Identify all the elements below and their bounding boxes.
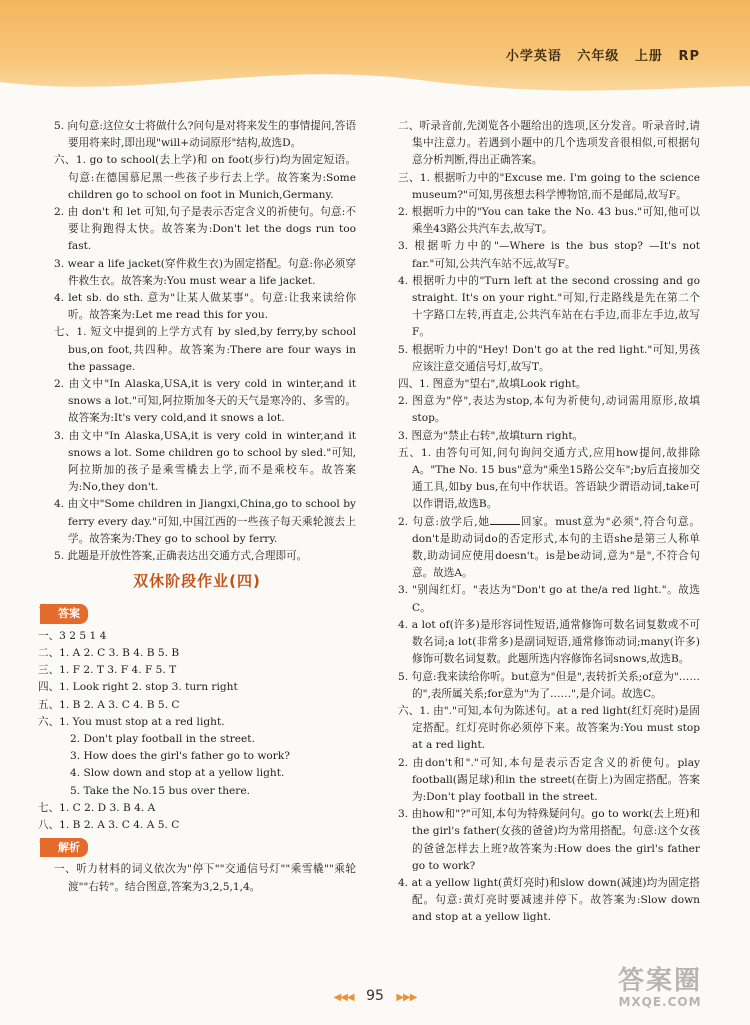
- analysis-item: 七、1. 短文中提到的上学方式有 by sled,by ferry,by school bus,on foot,共四种。故答案为:There are four ways in the passage.: [54, 326, 356, 373]
- answer-blank: [490, 514, 520, 525]
- analysis-item: 4. 根据听力中的"Turn left at the second crossing and go straight. It's on your right."可知,行走路线是先在第二个十字路口左转,再直走,公共汽车站在右手边,而非左手边,故写F。: [398, 274, 700, 339]
- answer-line: 三、1. F 2. T 3. F 4. F 5. T: [38, 664, 177, 677]
- answer-line: 八、1. B 2. A 3. C 4. A 5. C: [38, 818, 180, 831]
- star-icon: ★: [38, 600, 52, 619]
- page-number: 95: [366, 988, 384, 1004]
- page-header: [496, 45, 700, 64]
- watermark-logo: [600, 967, 720, 1015]
- right-arrows-icon: ▶▶▶: [396, 992, 417, 1003]
- analysis-tag-label: 解析: [58, 841, 80, 855]
- header-subject: 小学英语: [505, 49, 562, 64]
- analysis-item: 三、1. 根据听力中的"Excuse me. I'm going to the science museum?"可知,男孩想去科学博物馆,而不是邮局,故写F。: [398, 171, 700, 201]
- section-title: 双休阶段作业(四): [133, 572, 261, 591]
- answer-line: 2. Don't play football in the street.: [70, 732, 255, 745]
- answer-line: 六、1. You must stop at a red light.: [38, 715, 225, 728]
- star-icon: ★: [38, 834, 52, 853]
- analysis-tag: [38, 834, 88, 857]
- analysis-item: 二、听录音前,先浏览各小题给出的选项,区分发音。听录音时,请集中注意力。若遇到小题中的几个选项发音很相似,可根据句意分析判断,得出正确答案。: [398, 120, 700, 167]
- analysis-item: 4. 由文中"Some children in Jiangxi,China,go to school by ferry every day."可知,中国江西的一些孩子每天乘轮渡去上学。故答案为:They go to school by ferry.: [54, 498, 356, 545]
- answer-line: 四、1. Look right 2. stop 3. turn right: [38, 681, 238, 694]
- analysis-item: 2. 图意为"停",表达为stop,本句为祈使句,动词需用原形,故填stop。: [398, 395, 700, 425]
- analysis-text: 回家。must意为"必须",符合句意。don't是助动词do的否定形式,本句的主语she是第三人称单数,助动词应使用doesn't。is是be动词,意为"是",不符合句意。故选A。: [412, 515, 700, 580]
- analysis-item: 2. 由 don't 和 let 可知,句子是表示否定含义的祈使句。句意:不要让狗跑得太快。故答案为:Don't let the dogs run too fast.: [54, 206, 356, 253]
- analysis-item: [382, 514, 700, 583]
- answer-line: 五、1. B 2. A 3. C 4. B 5. C: [38, 698, 180, 711]
- analysis-item: 3. wear a life jacket(穿件救生衣)为固定搭配。句意:你必须穿件救生衣。故答案为:You must wear a life jacket.: [54, 257, 356, 287]
- analysis-text: 2. 句意:放学后,她: [398, 515, 490, 528]
- analysis-item: 3. 由how和"?"可知,本句为特殊疑问句。go to work(去上班)和the girl's father(女孩的爸爸)均为常用搭配。句意:这个女孩的爸爸怎样去上班?故答案为:How does the girl's father go to work?: [398, 808, 700, 872]
- analysis-item: 4. let sb. do sth. 意为"让某人做某事"。句意:让我来读给你听。故答案为:Let me read this for you.: [54, 292, 356, 322]
- answer-line: 5. Take the No.15 bus over there.: [70, 784, 251, 797]
- analysis-item: 3. 根据听力中的"—Where is the bus stop? —It's not far."可知,公共汽车站不远,故写F。: [398, 240, 700, 270]
- answer-line: 七、1. C 2. D 3. B 4. A: [38, 801, 156, 814]
- analysis-item: 4. a lot of(许多)是形容词性短语,通常修饰可数名词复数或不可数名词;a lot(非常多)是副词短语,通常修饰动词;many(许多)修饰可数名词复数。此题所选内容修饰名词snows,故选B。: [398, 618, 700, 666]
- watermark-top: 答案圈: [617, 966, 702, 996]
- analysis-item: 3. 图意为"禁止右转",故填turn right。: [398, 429, 584, 442]
- analysis-item: 3. 由文中"In Alaska,USA,it is very cold in winter,and it snows a lot. Some children go to school by sled."可知,阿拉斯加的孩子是乘雪橇去上学,而不是乘校车。故答案为:No,they don't.: [54, 429, 356, 494]
- analysis-item: 5. 向句意:这位女士将做什么?问句是对将来发生的事情提问,答语要用将来时,即出现"will+动词原形"结构,故选D。: [54, 120, 356, 150]
- analysis-item: 2. 由don't和"."可知,本句是表示否定含义的祈使句。play football(踢足球)和in the street(在街上)为固定搭配。答案为:Don't play football in the street.: [398, 756, 700, 803]
- analysis-item: 5. 此题是开放性答案,正确表达出交通方式,合理即可。: [54, 550, 308, 563]
- analysis-item: 五、1. 由答句可知,问句询问交通方式,应用how提问,故排除A。"The No. 15 bus"意为"乘坐15路公交车";by后直接加交通工具,如by bus,在句中作状语。答语缺少谓语动词,take可以作谓语,故选B。: [398, 446, 700, 511]
- analysis-item: 5. 句意:我来读给你听。but意为"但是",表转折关系;of意为"……的",表所属关系;for意为"为了……",是介词。故选C。: [398, 670, 700, 700]
- analysis-item: 六、1. 由"."可知,本句为陈述句。at a red light(红灯亮时)是固定搭配。红灯亮时你必须停下来。故答案为:You must stop at a red light.: [398, 704, 700, 752]
- answers-tag: [38, 600, 88, 623]
- left-column: [38, 118, 356, 896]
- answer-line: 4. Slow down and stop at a yellow light.: [70, 767, 285, 780]
- analysis-item: 5. 根据听力中的"Hey! Don't go at the red light."可知,男孩应该注意交通信号灯,故写T。: [398, 343, 700, 373]
- analysis-item: 2. 根据听力中的"You can take the No. 43 bus."可知,他可以乘坐43路公共汽车去,故写T。: [398, 206, 700, 236]
- analysis-item: 一、听力材料的词义依次为"停下""交通信号灯""乘雪橇""乘轮渡""右转"。结合图意,答案为3,2,5,1,4。: [54, 863, 356, 893]
- header-grade: 六年级: [577, 49, 620, 64]
- analysis-item: 4. at a yellow light(黄灯亮时)和slow down(减速)均为固定搭配。句意:黄灯亮时要减速并停下。故答案为:Slow down and stop at a yellow light.: [398, 876, 700, 924]
- right-column: [382, 118, 700, 927]
- answer-line: 二、1. A 2. C 3. B 4. B 5. B: [38, 646, 180, 659]
- answer-line: 3. How does the girl's father go to work?: [70, 750, 290, 763]
- analysis-item: 六、1. go to school(去上学)和 on foot(步行)均为固定短语。句意:在德国慕尼黑一些孩子步行去上学。故答案为:Some children go to school on foot in Munich,Germany.: [54, 154, 356, 201]
- analysis-item: 2. 由文中"In Alaska,USA,it is very cold in winter,and it snows a lot."可知,阿拉斯加冬天的天气是寒冷的、多雪的。故答案为:It's very cold,and it snows a lot.: [54, 378, 356, 425]
- watermark-bottom: MXQE.COM: [618, 995, 702, 1009]
- left-arrows-icon: ◀◀◀: [333, 992, 354, 1003]
- analysis-item: 四、1. 图意为"望右",故填Look right。: [398, 378, 587, 391]
- analysis-item: 3. "别闯红灯。"表达为"Don't go at the/a red light."。故选C。: [398, 584, 700, 614]
- answer-line: 一、3 2 5 1 4: [38, 629, 107, 642]
- answers-tag-label: 答案: [58, 607, 80, 621]
- header-edition: RP: [678, 49, 700, 64]
- header-volume: 上册: [634, 49, 663, 64]
